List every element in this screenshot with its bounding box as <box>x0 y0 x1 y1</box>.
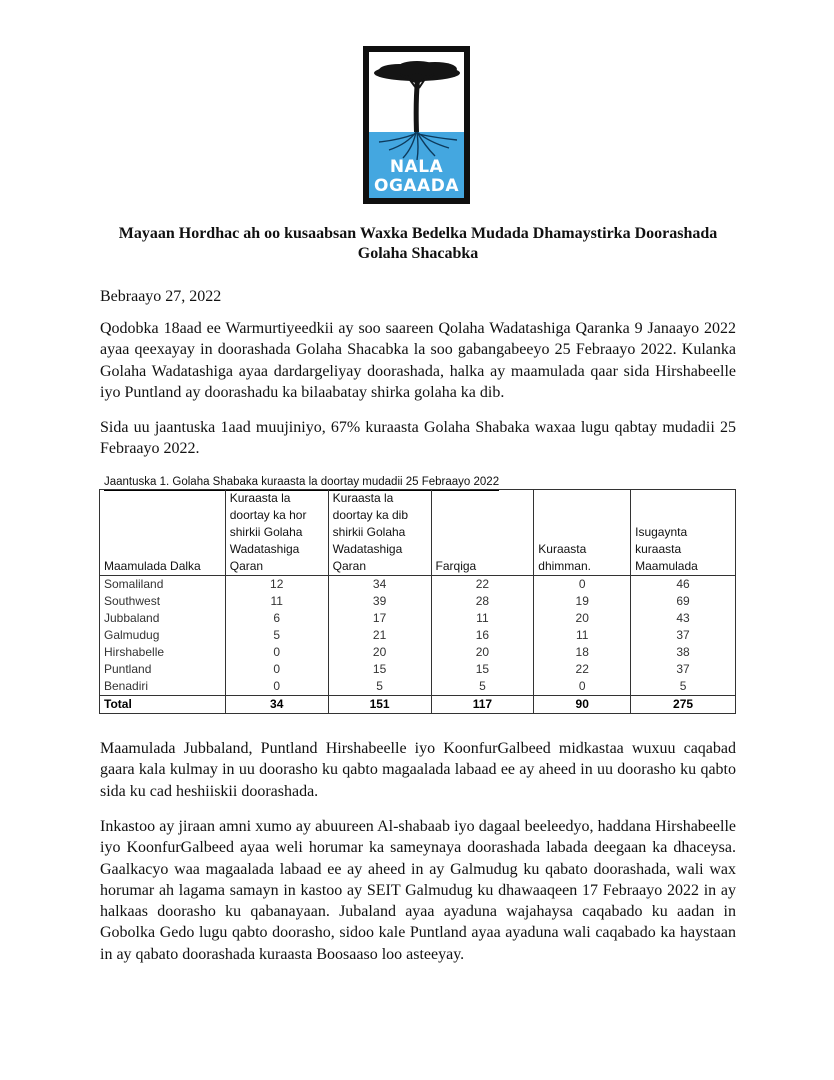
cell-before: 12 <box>225 576 328 594</box>
cell-total-before: 34 <box>225 696 328 714</box>
col-header-difference: Farqiga <box>431 490 534 576</box>
acacia-tree-icon <box>369 52 464 160</box>
table-row <box>100 661 736 678</box>
cell-total-seats: 37 <box>631 627 736 644</box>
logo-text-line2: OGAADA <box>374 176 459 196</box>
seats-table <box>99 489 736 714</box>
cell-total-seats: 37 <box>631 661 736 678</box>
paragraph-summary: Sida uu jaantuska 1aad muujiniyo, 67% kuraasta Golaha Shabaka waxaa lugu qabtay mudadii 25 Febraayo 2022. <box>100 419 736 458</box>
cell-region: Galmudug <box>100 627 226 644</box>
cell-remaining: 0 <box>534 678 631 696</box>
col-header-total-seats: Isugaynta kuraasta Maamulada <box>631 490 736 576</box>
logo-text-line1: NALA <box>389 157 444 177</box>
cell-difference: 5 <box>431 678 534 696</box>
cell-total-label: Total <box>100 696 226 714</box>
table-total-row <box>100 696 736 714</box>
col-header-region: Maamulada Dalka <box>100 490 226 576</box>
cell-remaining: 18 <box>534 644 631 661</box>
paragraph-security: Inkastoo ay jiraan amni xumo ay abuureen Al-shabaab iyo dagaal beeleedyo, haddana Hirshabeelle iyo KoonfurGalbeed ayaa weli horumar ka sameynaya doorashada labada deegaan ka dhaceysa. Gaalkacyo waa magaalada labaad ee ay aheed in ay Galmudug ku qabato doorashada, wali wax horumar ah lagama samayn in kastoo ay SEIT Galmudug ku dhawaaqeen 17 Febraayo 2022 in ay halkaas doorasho ku qabanayaan. Jubaland ayaa ayaduna wajahaysa caqabado ku aadan in Gobolka Gedo lugu qabto doorasho, sidoo kale Puntland ayaa ayaduna wali caqabado ka haystaan in ay qabato doorashada kuraasta Boosaaso loo asteeyay. <box>100 818 736 963</box>
table-row <box>100 678 736 696</box>
col-header-remaining: Kuraasta dhimman. <box>534 490 631 576</box>
cell-difference: 20 <box>431 644 534 661</box>
cell-before: 0 <box>225 644 328 661</box>
cell-total-after: 151 <box>328 696 431 714</box>
col-header-after: Kuraasta la doortay ka dib shirkii Golaha Wadatashiga Qaran <box>328 490 431 576</box>
table-caption: Jaantuska 1. Golaha Shabaka kuraasta la doortay mudadii 25 Febraayo 2022 <box>104 475 499 491</box>
cell-after: 20 <box>328 644 431 661</box>
cell-difference: 22 <box>431 576 534 594</box>
table-row <box>100 610 736 627</box>
cell-region: Puntland <box>100 661 226 678</box>
cell-total-seats: 38 <box>631 644 736 661</box>
cell-total-seats: 46 <box>631 576 736 594</box>
cell-region: Southwest <box>100 593 226 610</box>
cell-remaining: 20 <box>534 610 631 627</box>
cell-region: Jubbaland <box>100 610 226 627</box>
document-title: Mayaan Hordhac ah oo kusaabsan Waxka Bedelka Mudada Dhamaystirka Doorashada Golaha Shacabka <box>118 225 718 262</box>
cell-after: 17 <box>328 610 431 627</box>
table-row <box>100 593 736 610</box>
cell-total-seats: 69 <box>631 593 736 610</box>
cell-total-seats: 43 <box>631 610 736 627</box>
cell-difference: 16 <box>431 627 534 644</box>
cell-after: 15 <box>328 661 431 678</box>
cell-remaining: 0 <box>534 576 631 594</box>
paragraph-intro: Qodobka 18aad ee Warmurtiyeedkii ay soo saareen Qolaha Wadatashiga Qaranka 9 Janaayo 2022 ayaa qeexayay in doorashada Golaha Shacabka la soo gabangabeeyo 25 Febraayo 2022. Kulanka Golaha Wadatashiga ayaa dardargeliyay doorashada, halka ay maamulada qaar sida Hirshabeelle iyo Puntland ay doorashadu ka bilaabatay shirka golaha ka dib. <box>100 320 736 401</box>
cell-difference: 15 <box>431 661 534 678</box>
cell-after: 39 <box>328 593 431 610</box>
table-row <box>100 627 736 644</box>
table-row <box>100 576 736 594</box>
cell-before: 0 <box>225 661 328 678</box>
col-header-before: Kuraasta la doortay ka hor shirkii Golaha Wadatashiga Qaran <box>225 490 328 576</box>
cell-total-seats-sum: 275 <box>631 696 736 714</box>
cell-before: 0 <box>225 678 328 696</box>
table-row <box>100 644 736 661</box>
cell-total-remaining: 90 <box>534 696 631 714</box>
document-date: Bebraayo 27, 2022 <box>100 288 222 305</box>
cell-remaining: 22 <box>534 661 631 678</box>
paragraph-challenges: Maamulada Jubbaland, Puntland Hirshabeelle iyo KoonfurGalbeed midkastaa wuxuu caqabad gaara kala kulmay in uu doorasho ku qabto magaalada labaad ee ay aheed in uu doorasho ku qabto sida ku cad heshiiskii doorashada. <box>100 740 736 800</box>
cell-region: Somaliland <box>100 576 226 594</box>
cell-total-seats: 5 <box>631 678 736 696</box>
table-header-row <box>100 490 736 576</box>
cell-after: 34 <box>328 576 431 594</box>
cell-region: Benadiri <box>100 678 226 696</box>
cell-difference: 11 <box>431 610 534 627</box>
cell-total-difference: 117 <box>431 696 534 714</box>
cell-remaining: 19 <box>534 593 631 610</box>
nala-ogaada-logo <box>363 46 470 204</box>
cell-difference: 28 <box>431 593 534 610</box>
cell-before: 11 <box>225 593 328 610</box>
cell-remaining: 11 <box>534 627 631 644</box>
cell-after: 5 <box>328 678 431 696</box>
cell-before: 5 <box>225 627 328 644</box>
cell-after: 21 <box>328 627 431 644</box>
cell-before: 6 <box>225 610 328 627</box>
cell-region: Hirshabelle <box>100 644 226 661</box>
